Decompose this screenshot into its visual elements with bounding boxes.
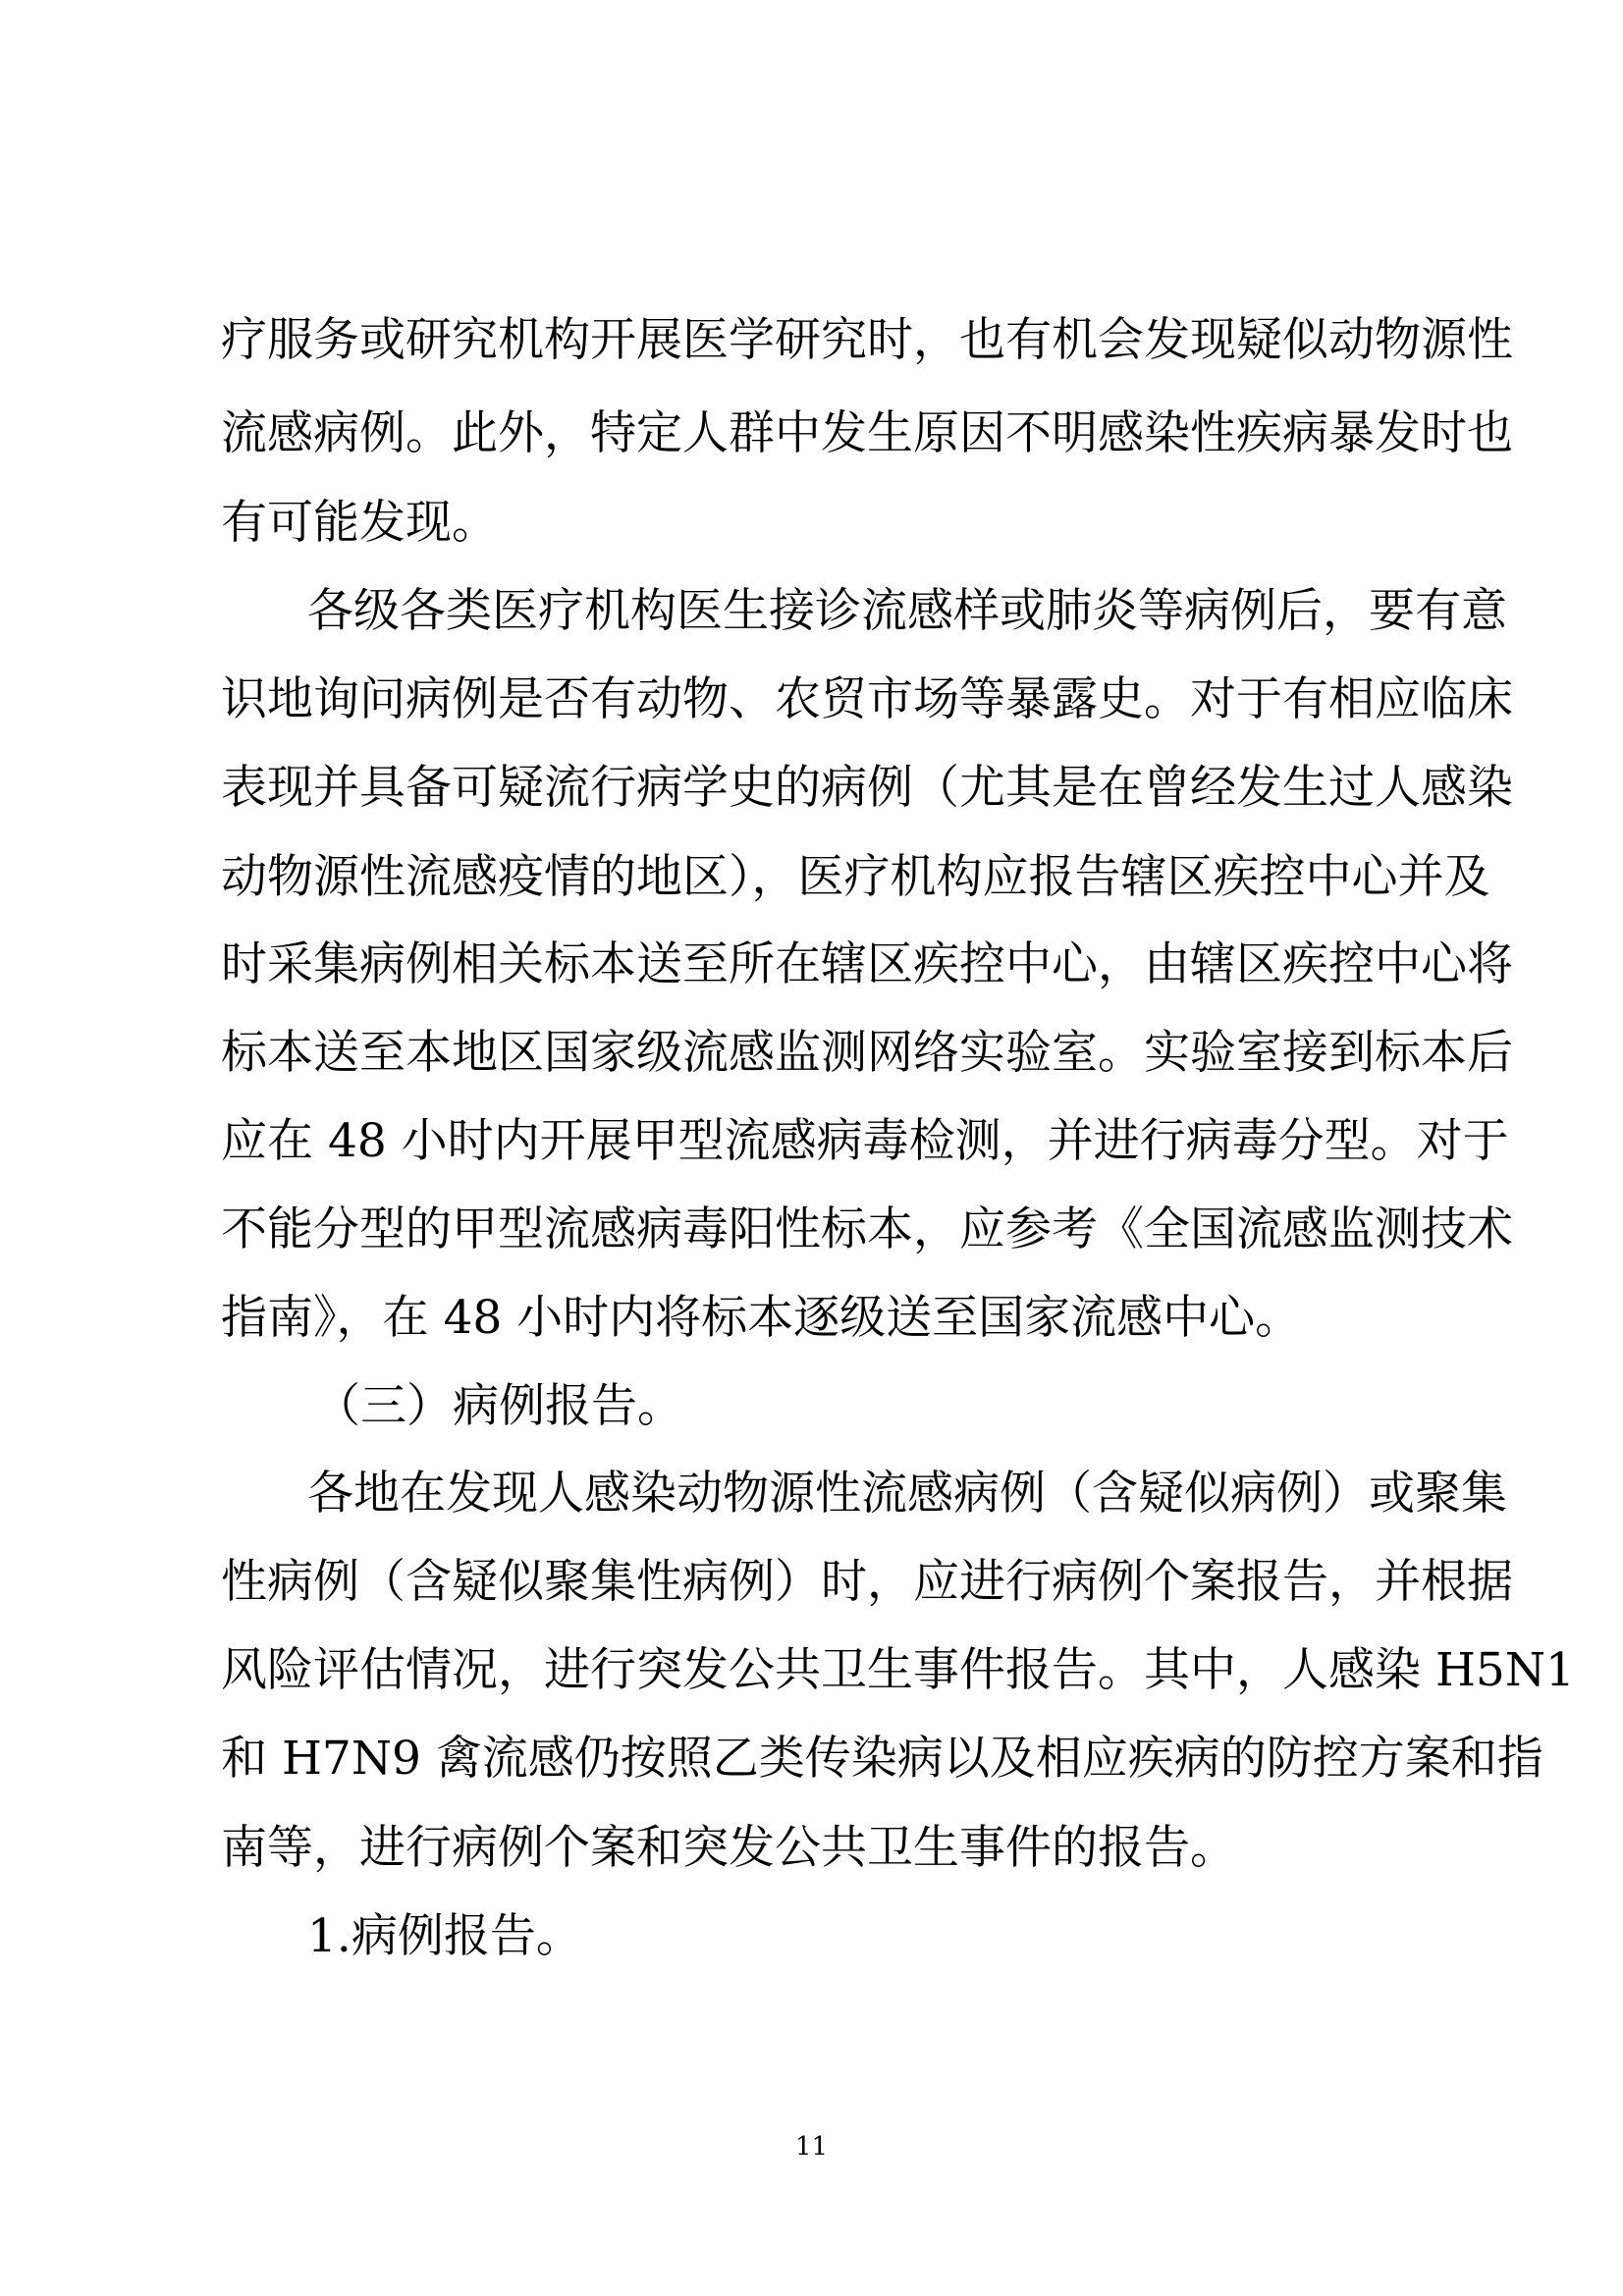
paragraph-line: 指南》，在 48 小时内将标本逐级送至国家流感中心。 xyxy=(221,1291,1302,1345)
paragraph-line: 疗服务或研究机构开展医学研究时，也有机会发现疑似动物源性 xyxy=(221,313,1513,367)
paragraph-line: 风险评估情况，进行突发公共卫生事件报告。其中，人感染 H5N1 xyxy=(221,1643,1575,1697)
section-heading: （三）病例报告。 xyxy=(314,1379,683,1433)
paragraph-line: 流感病例。此外，特定人群中发生原因不明感染性疾病暴发时也 xyxy=(221,406,1513,460)
paragraph-line: 各级各类医疗机构医生接诊流感样或肺炎等病例后，要有意 xyxy=(307,584,1507,638)
paragraph-line: 性病例（含疑似聚集性病例）时，应进行病例个案报告，并根据 xyxy=(221,1555,1513,1609)
paragraph-line: 标本送至本地区国家级流感监测网络实验室。实验室接到标本后 xyxy=(221,1026,1513,1080)
page-number: 11 xyxy=(794,2132,829,2162)
paragraph-line: 各地在发现人感染动物源性流感病例（含疑似病例）或聚集 xyxy=(307,1467,1507,1521)
paragraph-line: 应在 48 小时内开展甲型流感病毒检测，并进行病毒分型。对于 xyxy=(221,1114,1509,1168)
paragraph-line: 和 H7N9 禽流感仍按照乙类传染病以及相应疾病的防控方案和指 xyxy=(221,1732,1543,1786)
paragraph-line: 动物源性流感疫情的地区），医疗机构应报告辖区疾控中心并及 xyxy=(221,850,1490,904)
paragraph-line: 南等，进行病例个案和突发公共卫生事件的报告。 xyxy=(221,1821,1236,1875)
paragraph-line: 识地询问病例是否有动物、农贸市场等暴露史。对于有相应临床 xyxy=(221,672,1513,726)
paragraph-line: 表现并具备可疑流行病学史的病例（尤其是在曾经发生过人感染 xyxy=(221,761,1513,815)
paragraph-line: 不能分型的甲型流感病毒阳性标本，应参考《全国流感监测技术 xyxy=(221,1202,1513,1256)
paragraph-line: 有可能发现。 xyxy=(221,496,498,550)
subsection-heading: 1.病例报告。 xyxy=(307,1909,582,1963)
paragraph-line: 时采集病例相关标本送至所在辖区疾控中心，由辖区疾控中心将 xyxy=(221,937,1513,991)
